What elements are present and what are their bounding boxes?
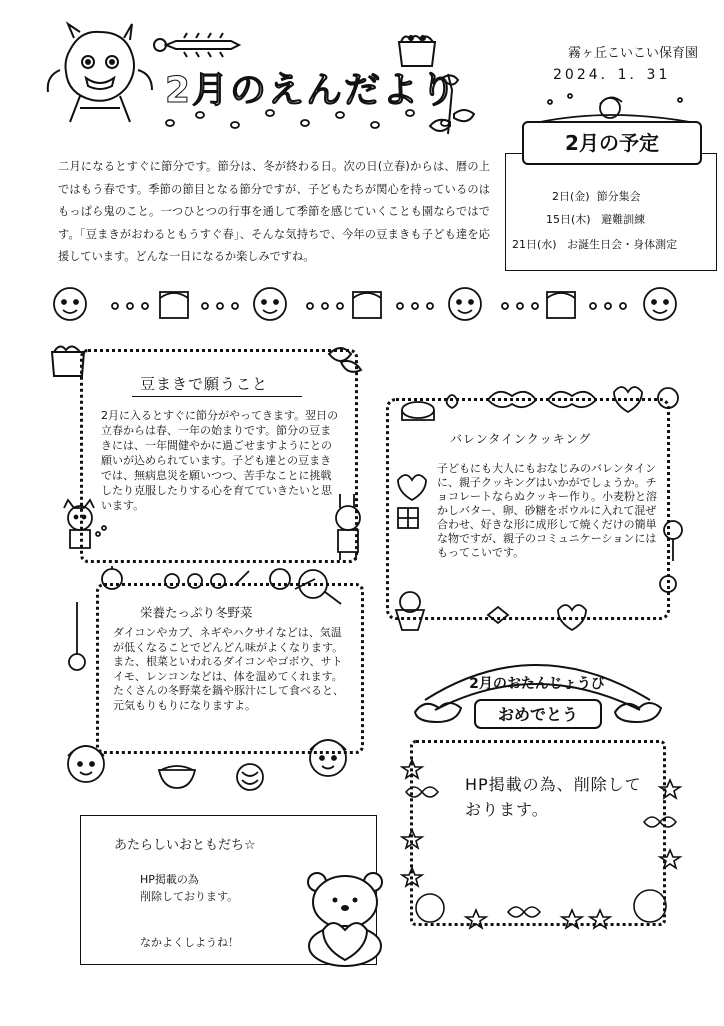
issue-date: 2024．1．31: [553, 67, 671, 83]
mamemaki-title-underline: [132, 396, 302, 397]
stars-ribbons-decoration: [400, 740, 700, 940]
newsletter-title: 2月のえんだより: [165, 70, 459, 111]
masu-box-icon: [393, 28, 441, 70]
masu-box-icon: [48, 340, 90, 380]
schedule-item: [552, 188, 641, 204]
new-friends-greeting: なかよくしようね！: [140, 936, 239, 949]
schedule-item: [512, 236, 677, 252]
schedule-event: 節分集会: [596, 190, 641, 203]
schedule-event: 避難訓練: [601, 213, 646, 226]
new-friends-notice-line1: HP掲載の為: [140, 873, 199, 886]
new-friends-notice: [140, 871, 238, 905]
divider-decoration: [45, 280, 695, 326]
vegetables-title: 栄養たっぷり冬野菜: [140, 605, 253, 620]
bear-with-heart-illustration: [295, 868, 395, 968]
birthday-banner-top: 2月のおたんじょうび: [469, 676, 605, 692]
birthday-banner: [405, 650, 670, 735]
mamemaki-title: 豆まきで願うこと: [140, 375, 269, 393]
bean-dots-decoration: [160, 105, 510, 135]
valentine-body: 子どもにも大人にもおなじみのバレンタインに、親子クッキングはいかがでしょうか。チョコレートならぬクッキー作り。小麦粉と溶かしバター、卵、砂糖をボウルに入れて混ぜ合わせ、好きな形に成形して焼くだけの簡単な物ですが、親子のコミュニケーションにはもってこいです。: [437, 462, 657, 559]
schedule-title: 2月の予定: [522, 121, 702, 165]
new-friends-notice-line2: 削除しております。: [140, 890, 239, 903]
valentine-title: バレンタインクッキング: [450, 432, 592, 446]
birthday-notice: HP掲載の為、削除しております。: [465, 775, 642, 819]
child-cook-illustration: [58, 738, 114, 788]
school-name: 霧ヶ丘こいこい保育園: [568, 46, 699, 61]
schedule-item: [546, 211, 645, 227]
holly-icon: [325, 340, 365, 380]
cat-throwing-beans-illustration: [50, 498, 110, 558]
oni-illustration: [40, 20, 160, 135]
rabbit-oni-illustration: [318, 490, 378, 562]
frying-pan-icon: [295, 568, 345, 608]
new-friends-title: あたらしいおともだち☆: [114, 838, 256, 853]
schedule-date: 21日(水): [512, 238, 557, 251]
vegetables-body: ダイコンやカブ、ネギやハクサイなどは、気温が低くなることでどんどん味がよくなります。また、根菜といわれるダイコンやゴボウ、サトイモ、レンコンなどは、体を温めてくれます。たくさんの冬野菜を鍋や豚汁にして食べると、元気もりもりになりますよ。: [113, 626, 344, 712]
oni-club-icon: [150, 30, 245, 60]
bowl-icon: [155, 762, 199, 792]
schedule-date: 2日(金): [552, 190, 590, 203]
schedule-date: 15日(木): [546, 213, 591, 226]
ladle-icon: [66, 600, 88, 680]
mamemaki-body: 2月に入るとすぐに節分がやってきます。翌日の立春からは春、一年の始まりです。節分の豆まきには、一年間健やかに過ごせますようにとの願いが込められています。子ども達との豆まきでは、無病息災を願いつつ、苦手なことに挑戦したり克服したりする心を育てていきたいと思います。: [101, 409, 339, 512]
intro-paragraph: 二月になるとすぐに節分です。節分は、冬が終わる日。次の日(立春)からは、暦の上ではもう春です。季節の節目となる節分ですが、子どもたちが関心を持っているのはもっぱら鬼のこと。一つひとつの行事を通して季節を感じていくことも園ならではです。「豆まきがおわるともうすぐ春」、そんな気持ちで、今年の豆まきも子ども達を応援しています。どんな一日になるか楽しみですね。: [58, 160, 490, 263]
birthday-banner-bottom: おめでとう: [497, 705, 579, 724]
cabbage-icon: [232, 762, 268, 792]
child-cook-illustration: [300, 732, 356, 782]
schedule-event: お誕生日会・身体測定: [567, 238, 678, 251]
